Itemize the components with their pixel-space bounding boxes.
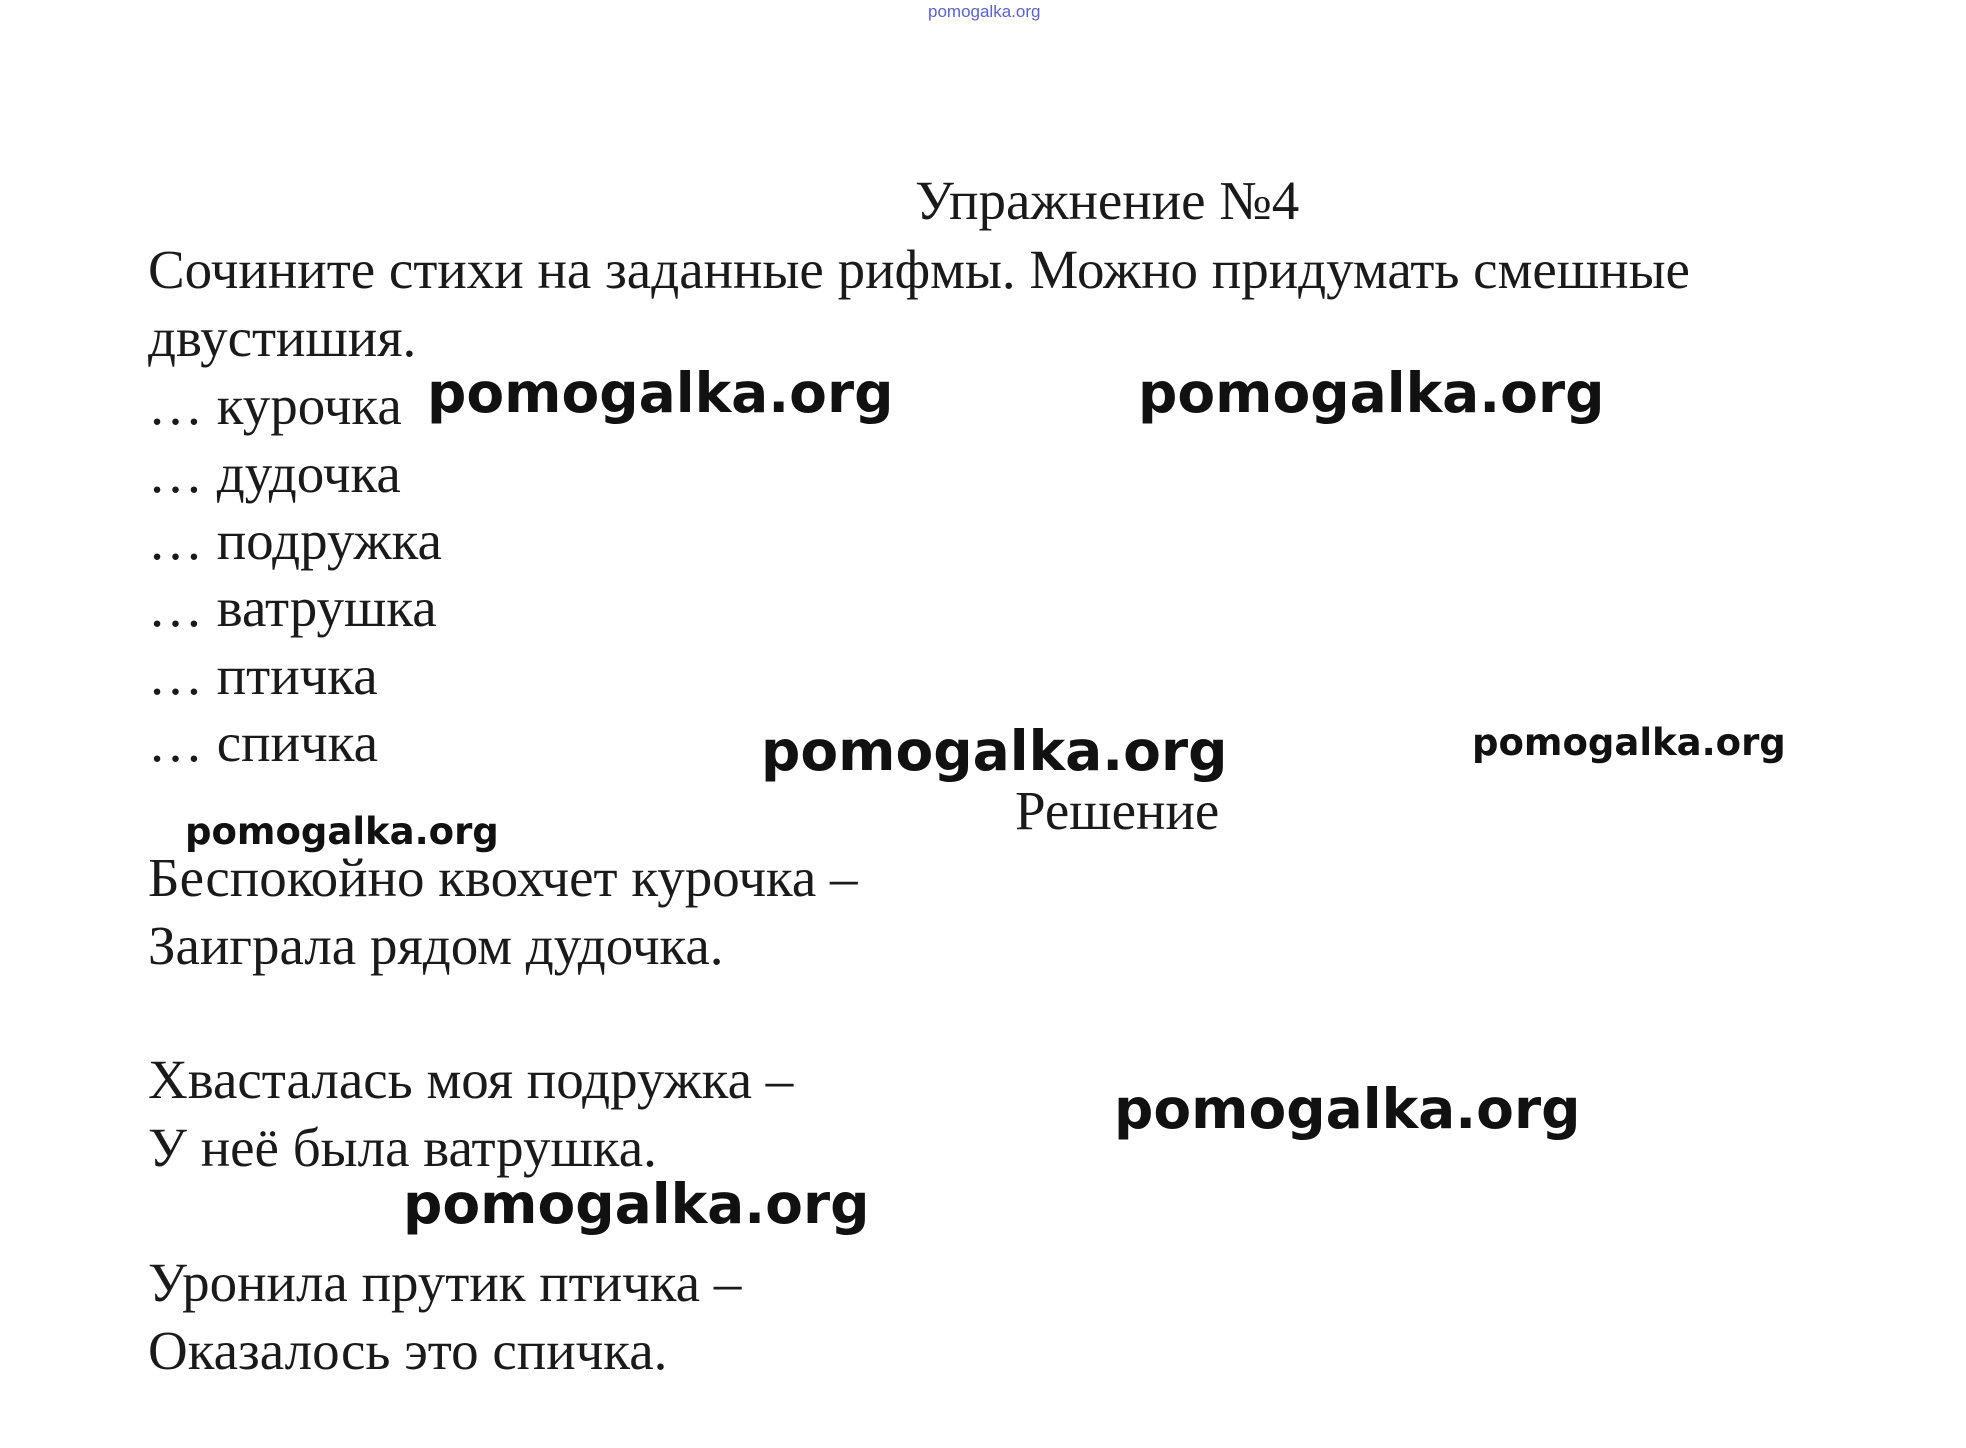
exercise-title: Упражнение №4 bbox=[915, 170, 1300, 231]
poem-line: Беспокойно квохчет курочка – bbox=[148, 847, 858, 908]
poem-line: Уронила прутик птичка – bbox=[148, 1252, 742, 1313]
watermark: pomogalka.org bbox=[761, 719, 1228, 783]
rhyme-item: … спичка bbox=[148, 712, 378, 773]
rhyme-item: … подружка bbox=[148, 510, 442, 571]
watermark: pomogalka.org bbox=[1114, 1077, 1581, 1141]
task-line-2: двустишия. bbox=[148, 307, 417, 368]
poem-line: У неё была ватрушка. bbox=[148, 1117, 657, 1178]
task-line-1: Сочините стихи на заданные рифмы. Можно придумать смешные bbox=[148, 239, 1690, 300]
rhyme-item: … курочка bbox=[148, 375, 402, 436]
watermark: pomogalka.org bbox=[403, 1172, 870, 1236]
watermark: pomogalka.org bbox=[427, 361, 894, 425]
solution-heading: Решение bbox=[1015, 780, 1220, 841]
rhyme-item: … птичка bbox=[148, 645, 378, 706]
poem-line: Оказалось это спичка. bbox=[148, 1320, 668, 1381]
poem-line: Заиграла рядом дудочка. bbox=[148, 915, 724, 976]
watermark: pomogalka.org bbox=[1138, 361, 1605, 425]
watermark: pomogalka.org bbox=[185, 810, 499, 853]
rhyme-item: … ватрушка bbox=[148, 577, 437, 638]
rhyme-item: … дудочка bbox=[148, 443, 401, 504]
poem-line: Хвасталась моя подружка – bbox=[148, 1049, 794, 1110]
watermark: pomogalka.org bbox=[1472, 721, 1786, 764]
header-link[interactable]: pomogalka.org bbox=[928, 2, 1041, 21]
